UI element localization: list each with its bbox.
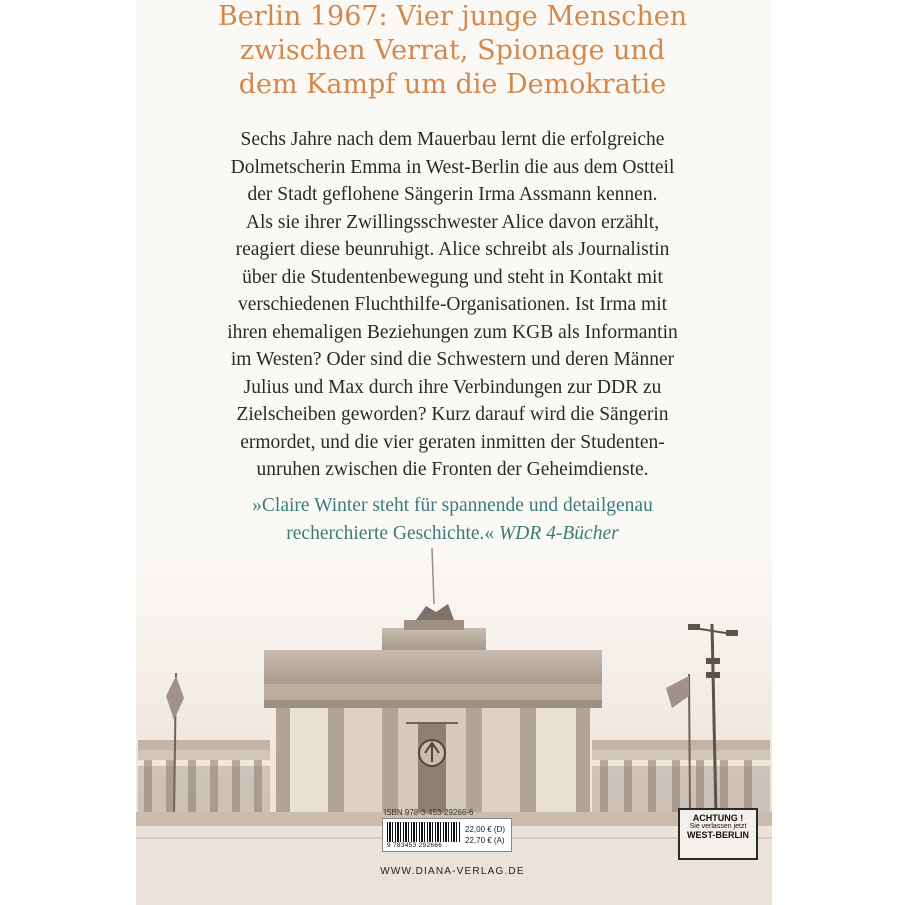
quote-line-with-source bbox=[0, 520, 905, 548]
publisher-website[interactable]: WWW.DIANA-VERLAG.DE bbox=[380, 866, 525, 877]
achtung-sign bbox=[678, 808, 758, 860]
blurb-line: ermordet, und die vier geraten inmitten der Studenten- bbox=[240, 431, 665, 453]
blurb-line: ihren ehemaligen Beziehungen zum KGB als Informantin bbox=[227, 321, 678, 343]
blurb-line: Sechs Jahre nach dem Mauerbau lernt die erfolgreiche bbox=[240, 129, 665, 150]
sign-title: ACHTUNG ! bbox=[692, 813, 744, 823]
blurb-line: Julius und Max durch ihre Verbindungen zur DDR zu bbox=[243, 376, 662, 398]
blurb-line: Als sie ihrer Zwillingsschwester Alice davon erzählt, bbox=[245, 211, 660, 233]
headline-line: Berlin 1967: Vier junge Menschen bbox=[217, 1, 688, 32]
review-quote bbox=[0, 492, 905, 547]
barcode-number: 9 783453 292666 bbox=[387, 842, 443, 849]
headline-line: dem Kampf um die Demokratie bbox=[238, 69, 667, 100]
headline bbox=[0, 0, 905, 102]
blurb-line: reagiert diese beunruhigt. Alice schreibt als Journalistin bbox=[235, 239, 670, 260]
blurb-line: der Stadt geflohene Sängerin Irma Assmann kennen. bbox=[247, 184, 658, 205]
price-germany: 22,00 € (D) bbox=[465, 825, 506, 834]
sign-subtitle: Sie verlassen jetzt bbox=[689, 823, 747, 830]
quote-source: WDR 4-Bücher bbox=[499, 522, 619, 544]
left-wing bbox=[138, 740, 270, 812]
blurb-line: unruhen zwischen die Fronten der Geheimdienste. bbox=[256, 459, 649, 480]
blurb-line: über die Studentenbewegung und steht in Kontakt mit bbox=[242, 266, 663, 288]
blurb-line: Dolmetscherin Emma in West-Berlin die aus dem Ostteil bbox=[230, 156, 675, 178]
price-austria: 22,70 € (A) bbox=[465, 836, 505, 845]
barcode bbox=[382, 818, 512, 852]
blurb-text bbox=[0, 126, 905, 484]
isbn-label: ISBN 978-3-453-29266-6 bbox=[384, 808, 474, 817]
sign-location: WEST-BERLIN bbox=[687, 830, 749, 840]
blurb-line: Zielscheiben geworden? Kurz darauf wird die Sängerin bbox=[236, 404, 669, 425]
quote-line: »Claire Winter steht für spannende und detailgenau bbox=[252, 495, 653, 516]
blurb-line: verschiedenen Fluchthilfe-Organisationen. Ist Irma mit bbox=[237, 294, 668, 315]
quote-line: recherchierte Geschichte.« bbox=[286, 522, 495, 544]
barcode-bars bbox=[387, 822, 461, 842]
headline-line: zwischen Verrat, Spionage und bbox=[239, 35, 666, 66]
blurb-line: im Westen? Oder sind die Schwestern und deren Männer bbox=[230, 349, 675, 370]
right-wing bbox=[592, 740, 770, 812]
